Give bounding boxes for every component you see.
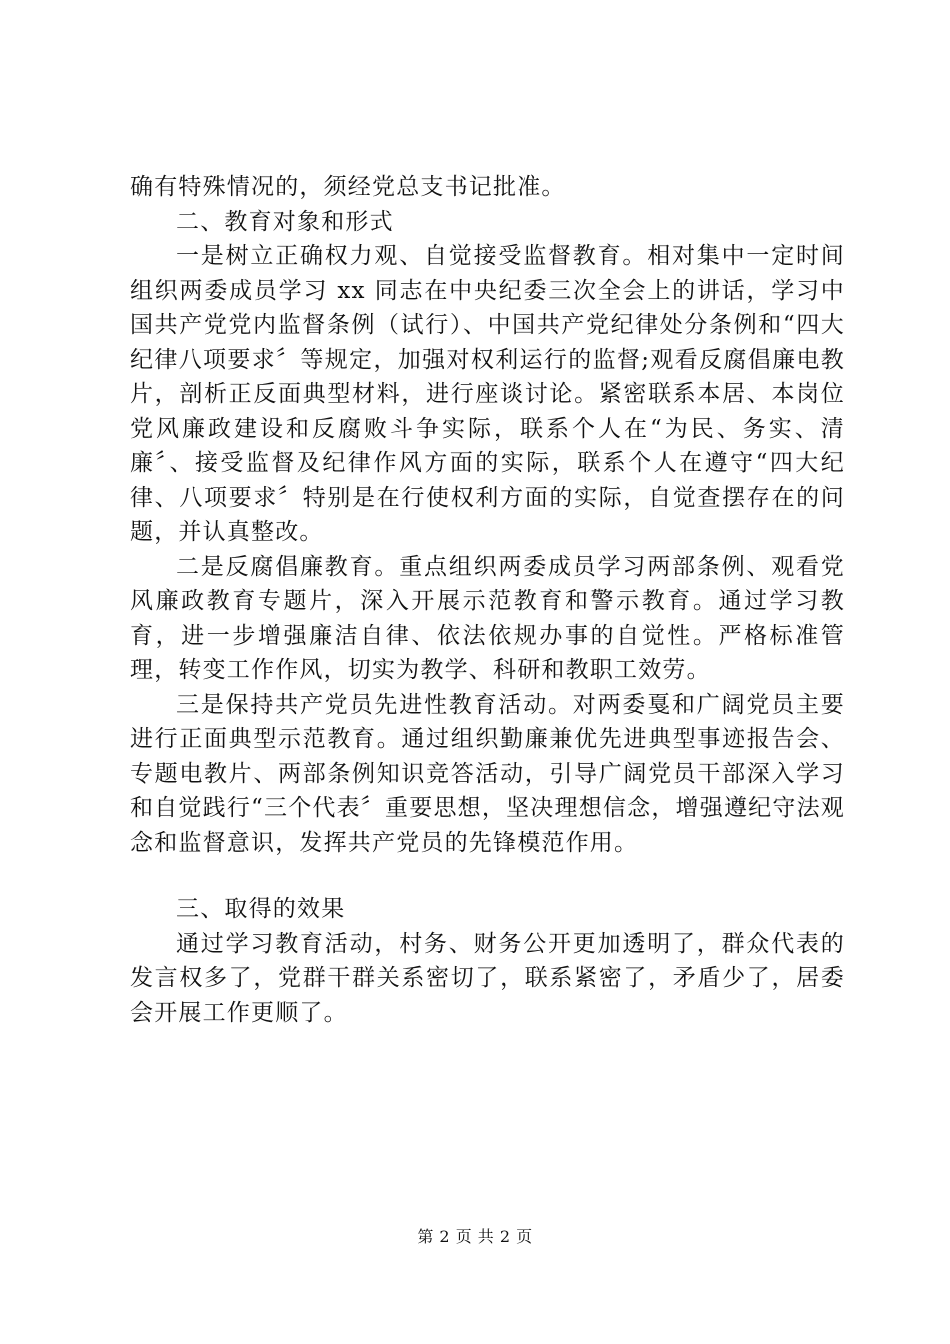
document-body — [130, 170, 845, 1030]
paragraph-advanced-education: 三是保持共产党员先进性教育活动。对两委戛和广阔党员主要进行正面典型示范教育。通过组织勤廉兼优先进典型事迹报告会、专题电教片、两部条例知识竞答活动，引导广阔党员干部深入学习和自觉践行“三个代表〞重要思想，坚决理想信念，增强遵纪守法观念和监督意识，发挥共产党员的先锋模范作用。 — [130, 691, 845, 856]
paragraph-anti-corruption-education: 二是反腐倡廉教育。重点组织两委成员学习两部条例、观看党风廉政教育专题片，深入开展示范教育和警示教育。通过学习教育，进一步增强廉洁自律、依法依规办事的自觉性。严格标准管理，转变工作作风，切实为教学、科研和教职工效劳。 — [130, 553, 845, 683]
section-heading-education-targets: 二、教育对象和形式 — [176, 208, 394, 235]
paragraph-power-view-education: 一是树立正确权力观、自觉接受监督教育。相对集中一定时间组织两委成员学习 xx 同志在中央纪委三次全会上的讲话，学习中国共产党党内监督条例（试行）、中国共产党纪律处分条例和“四大纪律八项要求〞等规定，加强对权利运行的监督;观看反腐倡廉电教片，剖析正反面典型材料，进行座谈讨论。紧密联系本居、本岗位党风廉政建设和反腐败斗争实际，联系个人在“为民、务实、清廉〞、接受监督及纪律作风方面的实际，联系个人在遵守“四大纪律、八项要求〞特别是在行使权利方面的实际，自觉查摆存在的问题，并认真整改。 — [130, 243, 845, 545]
paragraph-continuation: 确有特殊情况的，须经党总支书记批准。 — [130, 174, 566, 200]
section-heading-results: 三、取得的效果 — [176, 896, 346, 922]
paragraph-results: 通过学习教育活动，村务、财务公开更加透明了，群众代表的发言权多了，党群干群关系密切了，联系紧密了，矛盾少了，居委会开展工作更顺了。 — [130, 930, 845, 1026]
page-footer: 第 2 页 共 2 页 — [417, 1227, 533, 1246]
